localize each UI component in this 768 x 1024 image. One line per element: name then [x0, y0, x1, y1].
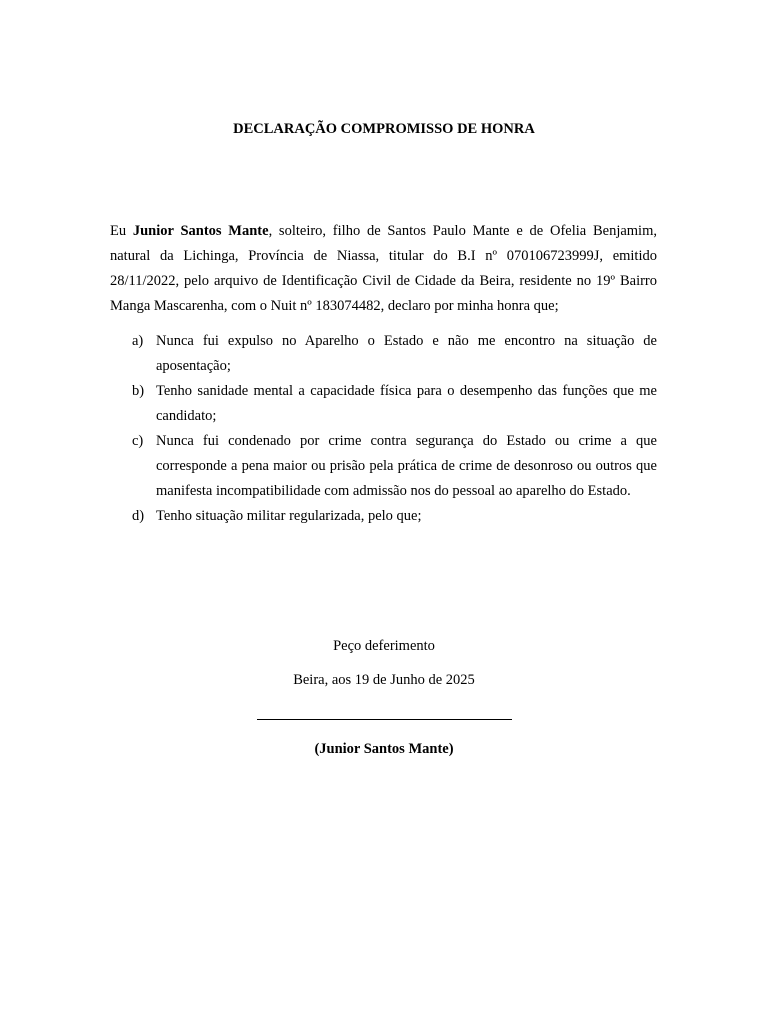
list-item — [110, 329, 657, 379]
signature-line — [257, 719, 512, 720]
list-marker: b) — [132, 383, 145, 399]
intro-prefix: Eu — [110, 223, 133, 239]
list-marker: a) — [132, 333, 144, 349]
document-title: DECLARAÇÃO COMPROMISSO DE HONRA — [233, 121, 535, 137]
closing-text: Peço deferimento — [333, 638, 435, 654]
list-marker: c) — [132, 433, 144, 449]
list-item — [110, 429, 657, 504]
list-item-text: Tenho sanidade mental a capacidade física para o desempenho das funções que me candidato; — [156, 383, 657, 424]
list-item — [110, 379, 657, 429]
list-item-text: Tenho situação militar regularizada, pelo que; — [156, 508, 422, 524]
declaration-list — [110, 329, 657, 529]
intro-text: , solteiro, filho de Santos Paulo Mante e de Ofelia Benjamim, natural da Lichinga, Província de Niassa, titular do B.I nº 070106723999J, emitido 28/11/2022, pelo arquivo de Identificação Civil de Cidade da Beira, residente no 19º Bairro Manga Mascarenha, com o Nuit nº 183074482, declaro por minha honra que; — [110, 223, 657, 314]
intro-paragraph — [110, 219, 657, 319]
place-date: Beira, aos 19 de Junho de 2025 — [293, 672, 475, 688]
list-marker: d) — [132, 508, 145, 524]
list-item-text: Nunca fui expulso no Aparelho o Estado e não me encontro na situação de aposentação; — [156, 333, 657, 374]
list-item-text: Nunca fui condenado por crime contra segurança do Estado ou crime a que corresponde a pena maior ou prisão pela prática de crime de desonroso ou outros que manifesta incompatibilidade com admissão nos do pessoal ao aparelho do Estado. — [156, 433, 657, 499]
signer-name: (Junior Santos Mante) — [314, 741, 454, 757]
declarant-name: Junior Santos Mante — [132, 223, 269, 239]
list-item — [110, 504, 657, 529]
